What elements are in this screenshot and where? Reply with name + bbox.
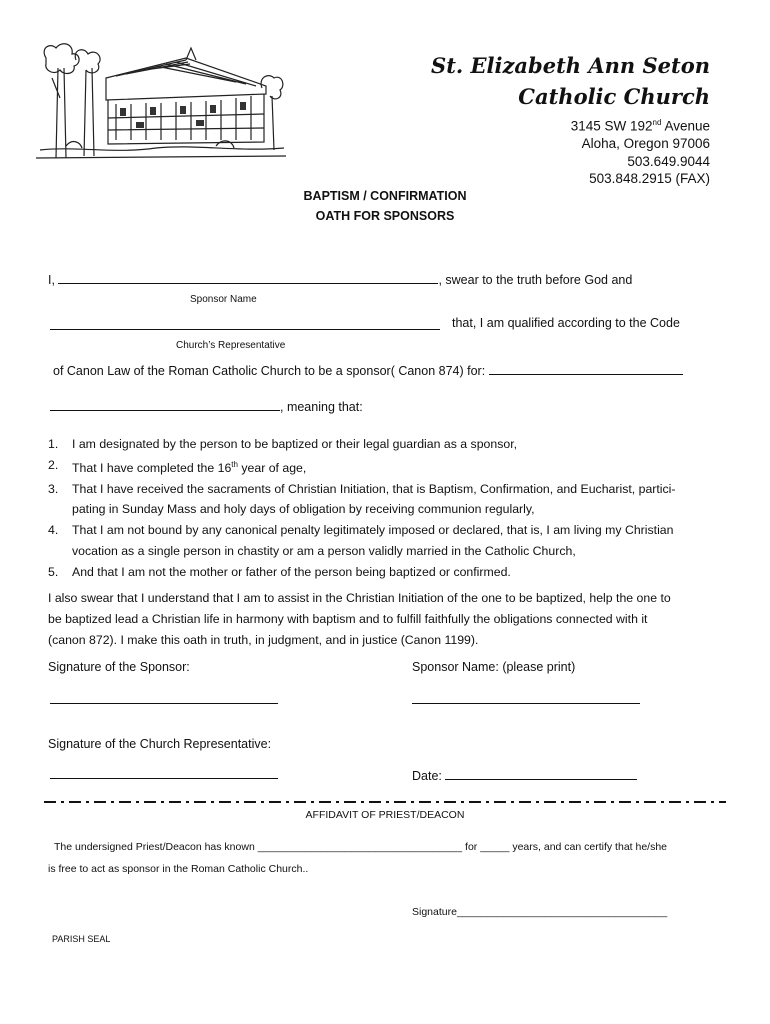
sponsor-name-label: Sponsor Name [190, 294, 257, 305]
oath-qualified-text: that, I am qualified according to the Code [452, 316, 680, 330]
address-street: 3145 SW 192nd Avenue [570, 118, 710, 134]
years-known-blank[interactable]: ___________________________________ [257, 841, 463, 853]
document-title-line1: BAPTISM / CONFIRMATION [303, 189, 467, 203]
section-divider [44, 800, 726, 804]
list-item: 3. That I have received the sacraments of Christian Initiation, that is Baptism, Confirmation, and Eucharist, partici- [48, 481, 676, 496]
oath-canon-text: of Canon Law of the Roman Catholic Church to be a sponsor( Canon 874) for: [53, 364, 486, 378]
church-address [571, 114, 710, 188]
document-title [0, 186, 770, 226]
affidavit-line2: is free to act as sponsor in the Roman Catholic Church.. [48, 863, 309, 875]
candidate-name-blank-2[interactable] [50, 397, 280, 411]
church-rep-signature-line[interactable] [50, 778, 278, 779]
oath-i-prefix: I, [48, 273, 55, 287]
date-line[interactable] [445, 766, 637, 780]
church-representative-label: Church’s Representative [176, 340, 286, 351]
oath-meaning-text: , meaning that: [280, 400, 363, 414]
date-label: Date: [412, 769, 442, 783]
list-item: 1. I am designated by the person to be baptized or their legal guardian as a sponsor, [48, 437, 518, 451]
oath-canon-line [53, 361, 683, 378]
swear-paragraph-line2: be baptized lead a Christian life in harmony with baptism and to fulfill faithfully the obligations connected with it [48, 611, 648, 626]
list-item: 5. And that I am not the mother or father of the person being baptized or confirmed. [48, 564, 511, 579]
sponsor-name-blank[interactable] [58, 270, 438, 284]
parish-seal-label: PARISH SEAL [52, 934, 111, 944]
priest-signature-field [412, 906, 667, 918]
oath-line-sponsor [48, 270, 632, 287]
list-item-continuation: vocation as a single person in chastity or am a person validly married in the Catholic Church, [72, 544, 576, 559]
sponsor-name-print-line[interactable] [412, 703, 640, 704]
sponsor-signature-line[interactable] [50, 703, 278, 704]
church-name [431, 50, 710, 112]
conditions-list [48, 434, 728, 583]
fax-number: 503.848.2915 (FAX) [589, 171, 710, 186]
oath-swear-text: , swear to the truth before God and [438, 273, 633, 287]
sponsor-name-print-label: Sponsor Name: (please print) [412, 660, 576, 674]
date-field [412, 766, 637, 783]
church-name-line2: Catholic Church [518, 84, 710, 109]
affidavit-line1: The undersigned Priest/Deacon has known ___________________________________ for _____ years, and can certify that he/she [54, 841, 668, 853]
swear-paragraph-line1: I also swear that I understand that I am to assist in the Christian Initiation of the one to be baptized, help the one to [48, 591, 671, 605]
swear-paragraph-line3: (canon 872). I make this oath in truth, in judgment, and in justice (Canon 1199). [48, 632, 479, 647]
document-title-line2: OATH FOR SPONSORS [315, 209, 455, 223]
affidavit-title: AFFIDAVIT OF PRIEST/DEACON [305, 809, 465, 821]
swear-paragraph [48, 588, 720, 650]
priest-signature-label: Signature [412, 906, 457, 918]
church-name-line1: St. Elizabeth Ann Seton [431, 53, 710, 78]
list-item-continuation: pating in Sunday Mass and holy days of obligation by receiving communion regularly, [72, 502, 535, 517]
affidavit-text [48, 836, 734, 880]
church-building-sketch-icon [36, 38, 286, 164]
list-item: 4. That I am not bound by any canonical penalty legitimately imposed or declared, that is, I am living my Christian [48, 523, 674, 538]
church-rep-signature-label: Signature of the Church Representative: [48, 737, 272, 751]
years-count-blank[interactable]: _____ [480, 841, 510, 853]
phone-number: 503.649.9044 [627, 153, 710, 169]
address-city: Aloha, Oregon 97006 [581, 136, 710, 151]
list-item: 2. That I have completed the 16th year of age, [48, 457, 307, 475]
candidate-name-blank[interactable] [489, 361, 683, 375]
church-representative-blank[interactable] [50, 316, 440, 330]
sponsor-signature-label: Signature of the Sponsor: [48, 660, 190, 674]
oath-meaning-line [50, 397, 363, 414]
priest-signature-line[interactable]: ____________________________________ [456, 906, 668, 918]
